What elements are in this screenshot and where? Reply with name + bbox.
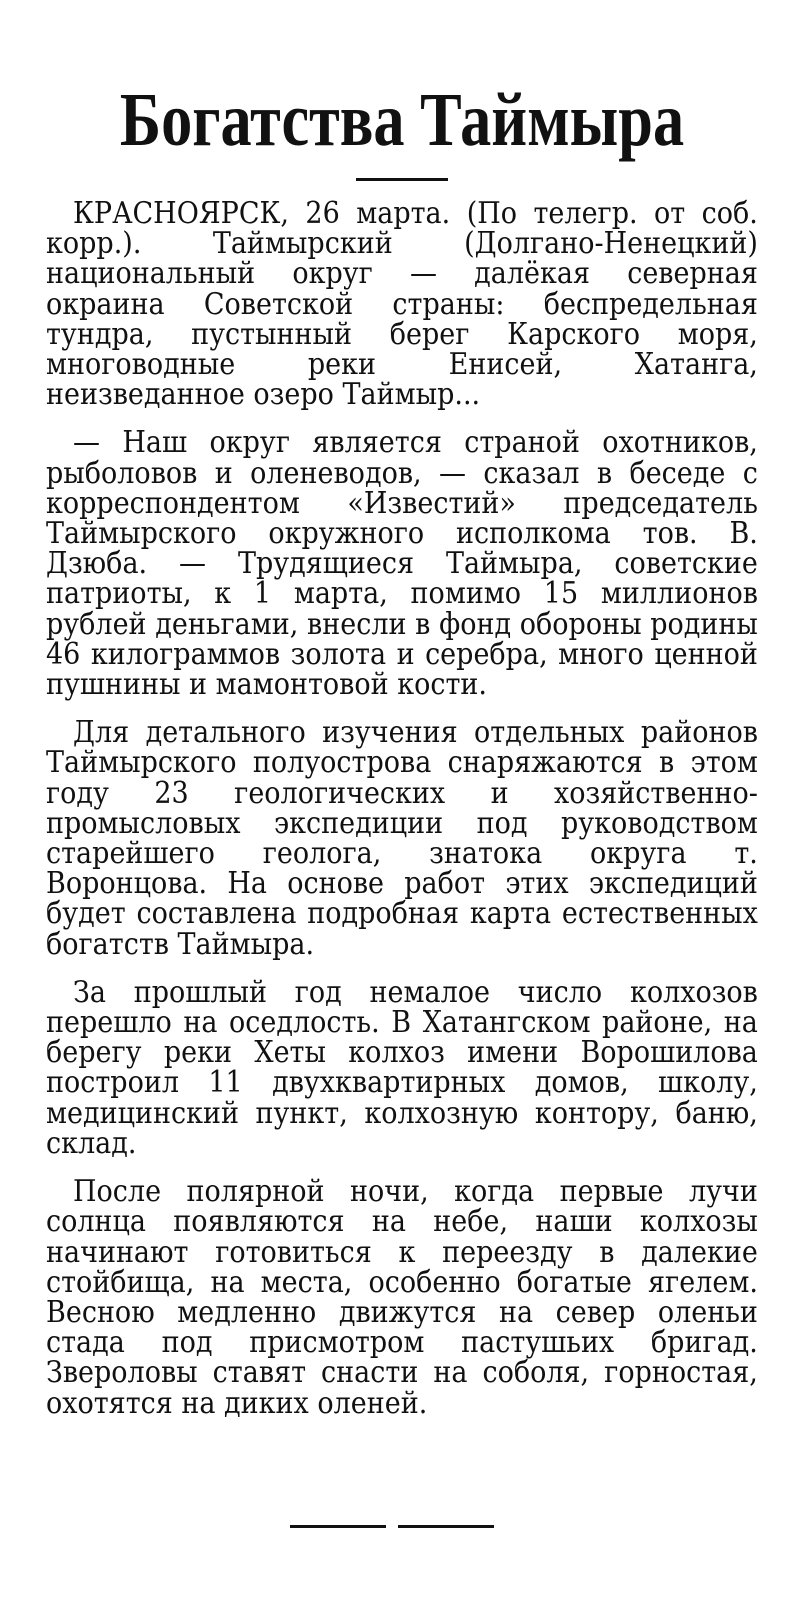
end-divider-left: [290, 1525, 386, 1528]
article-headline: Богатства Таймыра: [119, 78, 685, 162]
headline-divider: [356, 178, 448, 181]
article-paragraph-2: — Наш округ является страной охотников, рыболовов и оленеводов, — сказал в беседе с корреспондентом «Известий» председатель Таймырского окружного исполкома тов. В. Дзюба. — Трудящиеся Таймыра, советские патриоты, к 1 марта, помимо 15 миллионов рублей деньгами, внесли в фонд обороны родины 46 килограммов золота и серебра, много ценной пушнины и мамонтовой кости.: [46, 425, 758, 703]
article-end-divider: [46, 1525, 758, 1531]
article-paragraph-1: КРАСНОЯРСК, 26 марта. (По телегр. от соб. корр.). Таймырский (Долгано-Ненецкий) национальный округ — далёкая северная окраина Советской страны: беспредельная тундра, пустынный берег Карского моря, многоводные реки Енисей, Хатанга, неизведанное озеро Таймыр...: [46, 196, 758, 413]
article-paragraph-4: За прошлый год немалое число колхозов перешло на оседлость. В Хатангском районе, на берегу реки Хеты колхоз имени Ворошилова построил 11 двухквартирных домов, школу, медицинский пункт, колхозную контору, баню, склад.: [46, 974, 758, 1161]
article-paragraph-5: После полярной ночи, когда первые лучи солнца появляются на небе, наши колхозы начинают готовиться к переезду в далекие стойбища, на места, особенно богатые ягелем. Весною медленно движутся на север оленьи стада под присмотром пастушьих бригад. Звероловы ставят снасти на соболя, горностая, охотятся на диких оленей.: [46, 1174, 758, 1421]
article-paragraph-3: Для детального изучения отдельных районов Таймырского полуострова снаряжаются в этом году 23 геологических и хозяйственно-промысловых экспедиции под руководством старейшего геолога, знатока округа т. Воронцова. На основе работ этих экспедиций будет составлена подробная карта естественных богатств Таймыра.: [46, 715, 758, 962]
end-divider-right: [398, 1525, 494, 1528]
news-article: [46, 70, 758, 1437]
